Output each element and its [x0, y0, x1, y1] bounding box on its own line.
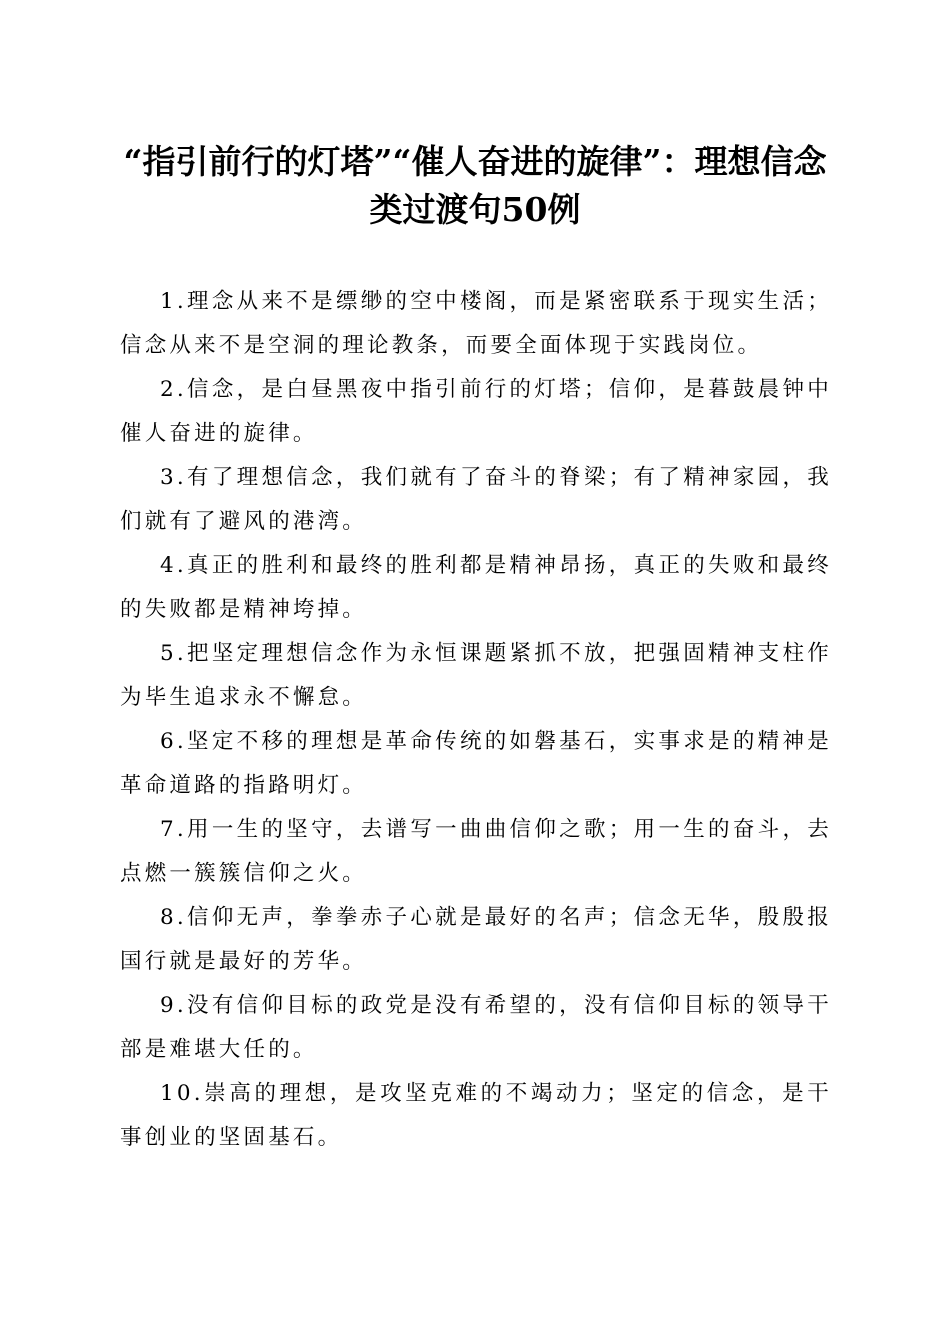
paragraph-8: 8.信仰无声，拳拳赤子心就是最好的名声；信念无华，殷殷报国行就是最好的芳华。	[120, 905, 832, 974]
paragraph-5: 5.把坚定理想信念作为永恒课题紧抓不放，把强固精神支柱作为毕生追求永不懈怠。	[120, 641, 832, 710]
paragraph-1: 1.理念从来不是缥缈的空中楼阁，而是紧密联系于现实生活；信念从来不是空洞的理论教条，而要全面体现于实践岗位。	[120, 289, 832, 358]
document-title: “指引前行的灯塔”“催人奋进的旋律”：理想信念类过渡句50例	[123, 142, 827, 229]
paragraph-2: 2.信念，是白昼黑夜中指引前行的灯塔；信仰，是暮鼓晨钟中催人奋进的旋律。	[120, 377, 832, 446]
paragraph-9: 9.没有信仰目标的政党是没有希望的，没有信仰目标的领导干部是难堪大任的。	[120, 993, 832, 1062]
paragraph-4: 4.真正的胜利和最终的胜利都是精神昂扬，真正的失败和最终的失败都是精神垮掉。	[120, 553, 832, 622]
document-body	[120, 280, 832, 1160]
paragraph-3: 3.有了理想信念，我们就有了奋斗的脊梁；有了精神家园，我们就有了避风的港湾。	[120, 465, 832, 534]
paragraph-7: 7.用一生的坚守，去谱写一曲曲信仰之歌；用一生的奋斗，去点燃一簇簇信仰之火。	[120, 817, 832, 886]
paragraph-6: 6.坚定不移的理想是革命传统的如磐基石，实事求是的精神是革命道路的指路明灯。	[120, 729, 832, 798]
paragraph-10: 10.崇高的理想，是攻坚克难的不竭动力；坚定的信念，是干事创业的坚固基石。	[120, 1081, 832, 1150]
